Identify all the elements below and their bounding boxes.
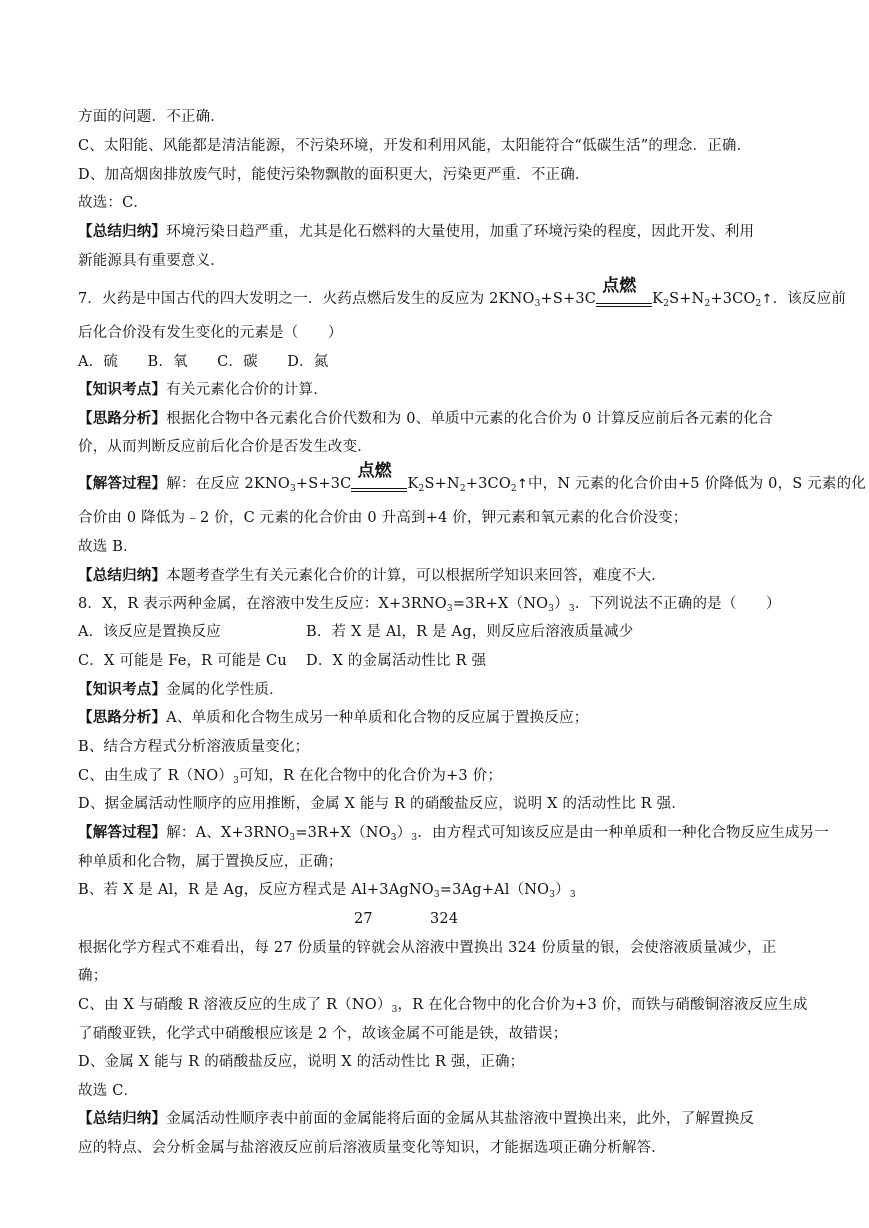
text: ） — [218, 768, 234, 784]
analysis-line — [78, 708, 588, 728]
subscript: 3 — [411, 833, 418, 843]
section-label: 【知识考点】 — [78, 381, 167, 398]
subscript: 3 — [390, 833, 397, 843]
text: 中，N 元素的化合价由+5 价降低为 0，S 元素的化 — [527, 476, 867, 492]
gas-arrow-icon: ↑ — [761, 292, 773, 307]
subscript: 2 — [704, 299, 711, 309]
question-8-line — [78, 594, 781, 619]
text: 本题考查学生有关元素化合价的计算，可以根据所学知识来回答，难度不大． — [166, 568, 666, 584]
solution-line — [78, 461, 867, 499]
text: ） — [376, 997, 392, 1013]
section-label: 【思路分析】 — [78, 709, 167, 726]
text: 可知，R 在化合物中的化合价为+3 价； — [239, 768, 503, 784]
text-line: 故选 B． — [78, 539, 138, 555]
text: A、单质和化合物生成另一种单质和化合物的反应属于置换反应； — [166, 710, 589, 726]
options-line — [78, 622, 634, 642]
analysis-line — [78, 409, 773, 429]
text-line: D、金属 X 能与 R 的硝酸盐反应，说明 X 的活动性比 R 强，正确； — [78, 1054, 525, 1070]
option-d: D．X 的金属活动性比 R 强 — [306, 653, 487, 669]
text: 7．火药是中国古代的四大发明之一．火药点燃后发生的反应为 2KNO — [78, 291, 535, 307]
subscript: 3 — [289, 833, 296, 843]
section-label: 【解答过程】 — [78, 824, 167, 841]
section-label: 【总结归纳】 — [78, 567, 167, 584]
text: 有关元素化合价的计算． — [166, 382, 328, 398]
text: +3CO — [465, 476, 511, 492]
gas-arrow-icon: ↑ — [516, 477, 528, 492]
subscript: 3 — [548, 604, 555, 614]
option-c: C．X 可能是 Fe，R 可能是 Cu — [78, 653, 287, 669]
text-line — [78, 880, 576, 905]
summary-line — [78, 566, 666, 586]
text: =3R+X（NO — [452, 596, 549, 612]
text-line — [78, 995, 808, 1020]
text-line: 种单质和化合物，属于置换反应，正确； — [78, 854, 343, 870]
subscript: 2 — [459, 484, 466, 494]
section-label: 【知识考点】 — [78, 681, 167, 698]
option-b: B．若 X 是 Al，R 是 Ag，则反应后溶液质量减少 — [306, 624, 634, 640]
section-label: 【解答过程】 — [78, 475, 167, 492]
text-line: 故选 C． — [78, 1083, 139, 1099]
section-label: 【总结归纳】 — [78, 223, 167, 240]
subscript: 3 — [534, 299, 541, 309]
subscript: 2 — [663, 299, 670, 309]
text: 解：在反应 2KNO — [166, 476, 290, 492]
subscript: 3 — [568, 604, 575, 614]
ignite-equals-sign — [596, 276, 652, 314]
text-line: 故选：C． — [78, 195, 149, 211]
summary-line — [78, 1109, 754, 1129]
text-line: 根据化学方程式不难看出，每 27 份质量的锌就会从溶液中置换出 324 份质量的银，会使溶液质量减少，正 — [78, 940, 777, 956]
options-line: A．硫 B．氧 C．碳 D．氮 — [78, 354, 329, 370]
text-line: 确； — [78, 968, 108, 984]
text-line: 合价由 0 降低为﹣2 价，C 元素的化合价由 0 升高到+4 价，钾元素和氧元素的化合价没变； — [78, 510, 688, 526]
ignite-equals-sign — [351, 461, 407, 499]
text-line: 方面的问题．不正确． — [78, 109, 225, 125]
text-line: C、太阳能、风能都是清洁能源，不污染环境，开发和利用风能，太阳能符合“低碳生活”的理念．正确． — [78, 138, 752, 154]
text: ．由方程式可知该反应是由一种单质和一种化合物反应生成另一 — [417, 825, 829, 841]
section-label: 【思路分析】 — [78, 410, 167, 427]
subscript: 3 — [289, 484, 296, 494]
solution-line — [78, 823, 829, 848]
option-a: A．该反应是置换反应 — [78, 624, 221, 640]
mass-value: 27 — [354, 911, 373, 927]
subscript: 3 — [391, 1005, 398, 1015]
text: 金属的化学性质． — [166, 682, 284, 698]
subscript: 3 — [446, 604, 453, 614]
text-line: D、加高烟囱排放废气时，能使污染物飘散的面积更大，污染更严重．不正确． — [78, 167, 590, 183]
text-line: D、据金属活动性顺序的应用推断，金属 X 能与 R 的硝酸盐反应，说明 X 的活动性比 R 强． — [78, 796, 687, 812]
text: K — [652, 291, 664, 307]
text-line: B、结合方程式分析溶液质量变化； — [78, 739, 310, 755]
text: B、若 X 是 Al，R 是 Ag，反应方程式是 Al+3AgNO — [78, 882, 434, 898]
subscript: 2 — [510, 484, 517, 494]
text: C、由生成了 R（NO — [78, 768, 219, 784]
condition-label: 点燃 — [602, 276, 637, 296]
text: ） — [396, 825, 412, 841]
text-line: 应的特点、会分析金属与盐溶液反应前后溶液质量变化等知识，才能据选项正确分析解答． — [78, 1140, 666, 1156]
text: ） — [555, 882, 570, 898]
options-line — [78, 651, 487, 671]
text: ．下列说法不正确的是（ ） — [574, 596, 781, 612]
text: 金属活动性顺序表中前面的金属能将后面的金属从其盐溶液中置换出来，此外，了解置换反 — [166, 1111, 755, 1127]
text: 环境污染日趋严重，尤其是化石燃料的大量使用，加重了环境污染的程度，因此开发、利用 — [166, 224, 755, 240]
section-label: 【总结归纳】 — [78, 1110, 167, 1127]
text: ，R 在化合物中的化合价为 — [397, 997, 576, 1013]
condition-label: 点燃 — [357, 461, 392, 481]
text-line: 了硝酸亚铁，化学式中硝酸根应该是 2 个，故该金属不可能是铁，故错误； — [78, 1026, 568, 1042]
subscript: 3 — [433, 890, 440, 900]
text: =3R+X（NO — [295, 825, 391, 841]
text: +3CO — [710, 291, 756, 307]
summary-line — [78, 222, 754, 242]
text: C、由 X 与硝酸 R 溶液反应的生成了 R（NO — [78, 997, 377, 1013]
knowledge-line — [78, 680, 284, 700]
text: S+N — [669, 291, 705, 307]
subscript: 2 — [755, 299, 762, 309]
text: 根据化合物中各元素化合价代数和为 0、单质中元素的化合价为 0 计算反应前后各元素的化合 — [166, 411, 773, 427]
text-line — [78, 766, 502, 791]
text: ） — [554, 596, 569, 612]
text: +S+3C — [540, 291, 597, 307]
text: =3Ag+Al（NO — [439, 882, 550, 898]
question-7-line — [78, 276, 847, 314]
subscript: 2 — [418, 484, 425, 494]
subscript: 3 — [569, 890, 576, 900]
subscript: 3 — [233, 776, 240, 786]
text: S+N — [424, 476, 460, 492]
text-line: 后化合价没有发生变化的元素是（ ） — [78, 325, 343, 341]
mass-value: 324 — [430, 911, 459, 927]
knowledge-line — [78, 380, 328, 400]
text: K — [407, 476, 419, 492]
text: 解：A、X+3RNO — [166, 825, 290, 841]
text-line: 新能源具有重要意义． — [78, 253, 225, 269]
text: +S+3C — [295, 476, 352, 492]
text-line: 价，从而判断反应前后化合价是否发生改变． — [78, 439, 372, 455]
text: +3 价，而铁与硝酸铜溶液反应生成 — [575, 997, 808, 1013]
subscript: 3 — [549, 890, 556, 900]
text: 8．X，R 表示两种金属，在溶液中发生反应：X+3RNO — [78, 596, 447, 612]
text: ．该反应前 — [772, 291, 847, 307]
